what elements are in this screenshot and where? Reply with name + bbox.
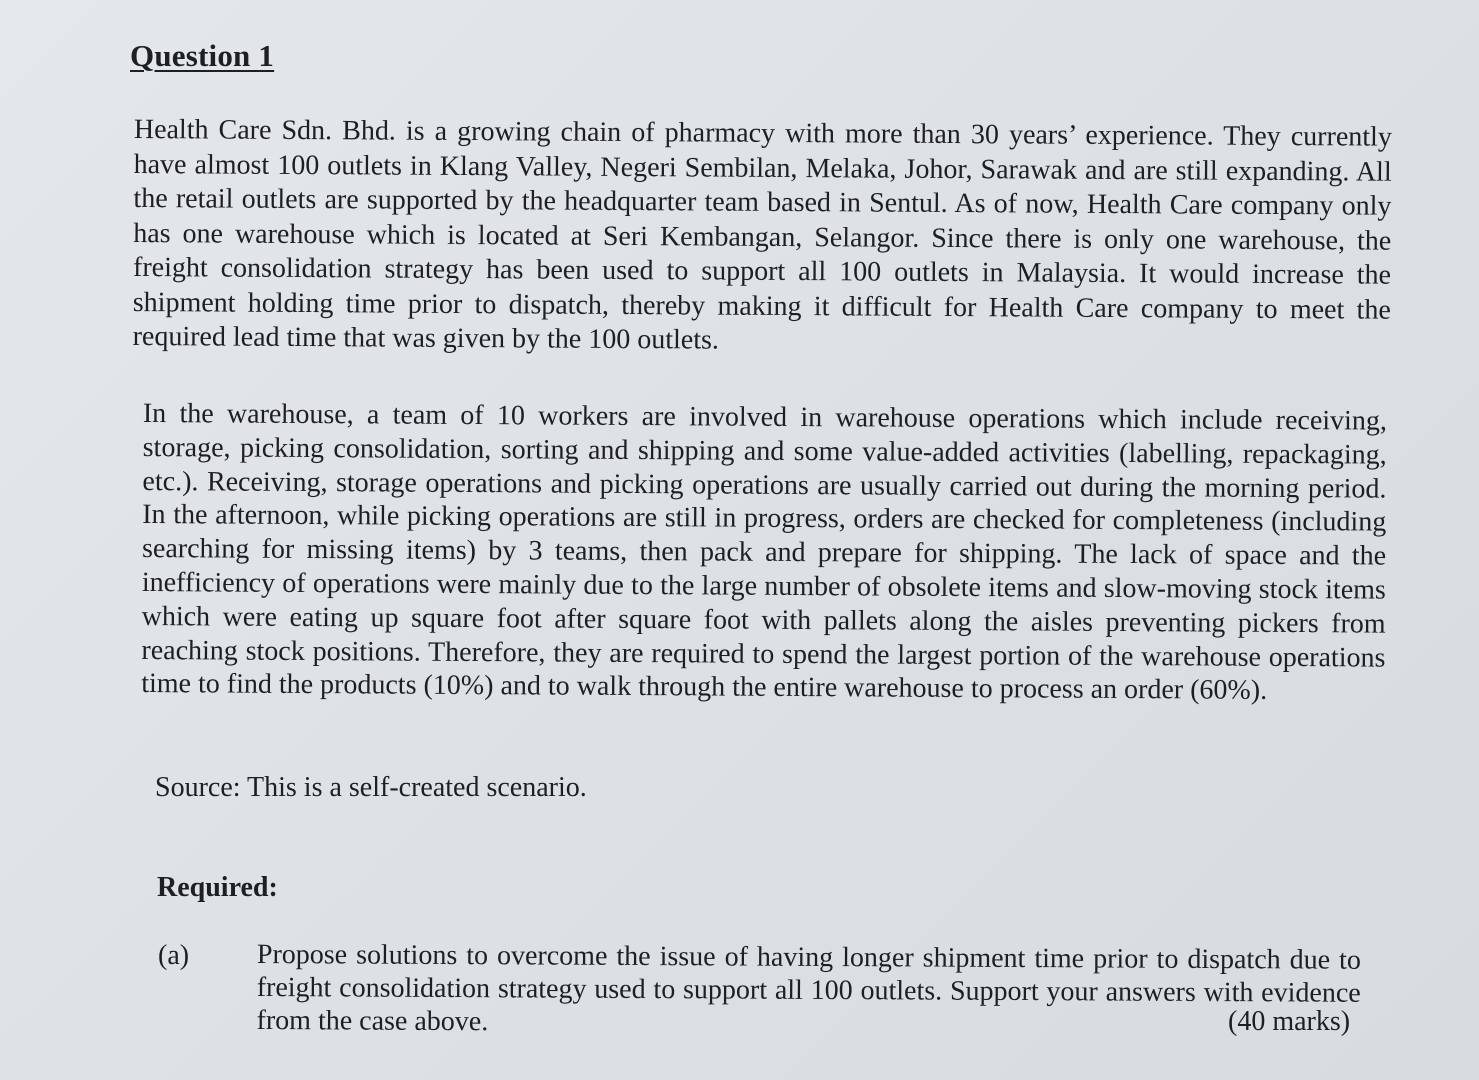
question-title: Question 1 [130,38,275,73]
question-item-marks: (40 marks) [1228,1006,1351,1037]
case-paragraph-1: Health Care Sdn. Bhd. is a growing chain of pharmacy with more than 30 years’ experience. They currently have almost 100 outlets in Klang Valley, Negeri Sembilan, Melaka, Johor, Sarawak and are still expanding. All the retail outlets are supported by the headquarter team based in Sentul. As of now, Health Care company only has one warehouse which is located at Seri Kembangan, Selangor. Since there is only one warehouse, the freight consolidation strategy has been used to support all 100 outlets in Malaysia. It would increase the shipment holding time prior to dispatch, thereby making it difficult for Health Care company to meet the required lead time that was given by the 100 outlets. [132,113,1392,356]
question-item-text: Propose solutions to overcome the issue of having longer shipment time prior to dispatch due to freight consolidation strategy used to support all 100 outlets. Support your answers with evidence from the case above. [256,939,1361,1038]
case-paragraph-2: In the warehouse, a team of 10 workers are involved in warehouse operations which include receiving, storage, picking consolidation, sorting and shipping and some value-added activities (labelling, repackaging, etc.). Receiving, storage operations and picking operations are usually carried out during the morning period. In the afternoon, while picking operations are still in progress, orders are checked for completeness (including searching for missing items) by 3 teams, then pack and prepare for shipping. The lack of space and the inefficiency of operations were mainly due to the large number of obsolete items and slow-moving stock items which were eating up square foot after square foot with pallets along the aisles preventing pickers from reaching stock positions. Therefore, they are required to spend the largest portion of the warehouse operations time to find the products (10%) and to walk through the entire warehouse to process an order (60%). [141,397,1387,707]
source-note: Source: This is a self-created scenario. [155,772,587,803]
required-heading: Required: [157,872,278,903]
question-item-label: (a) [158,940,190,971]
